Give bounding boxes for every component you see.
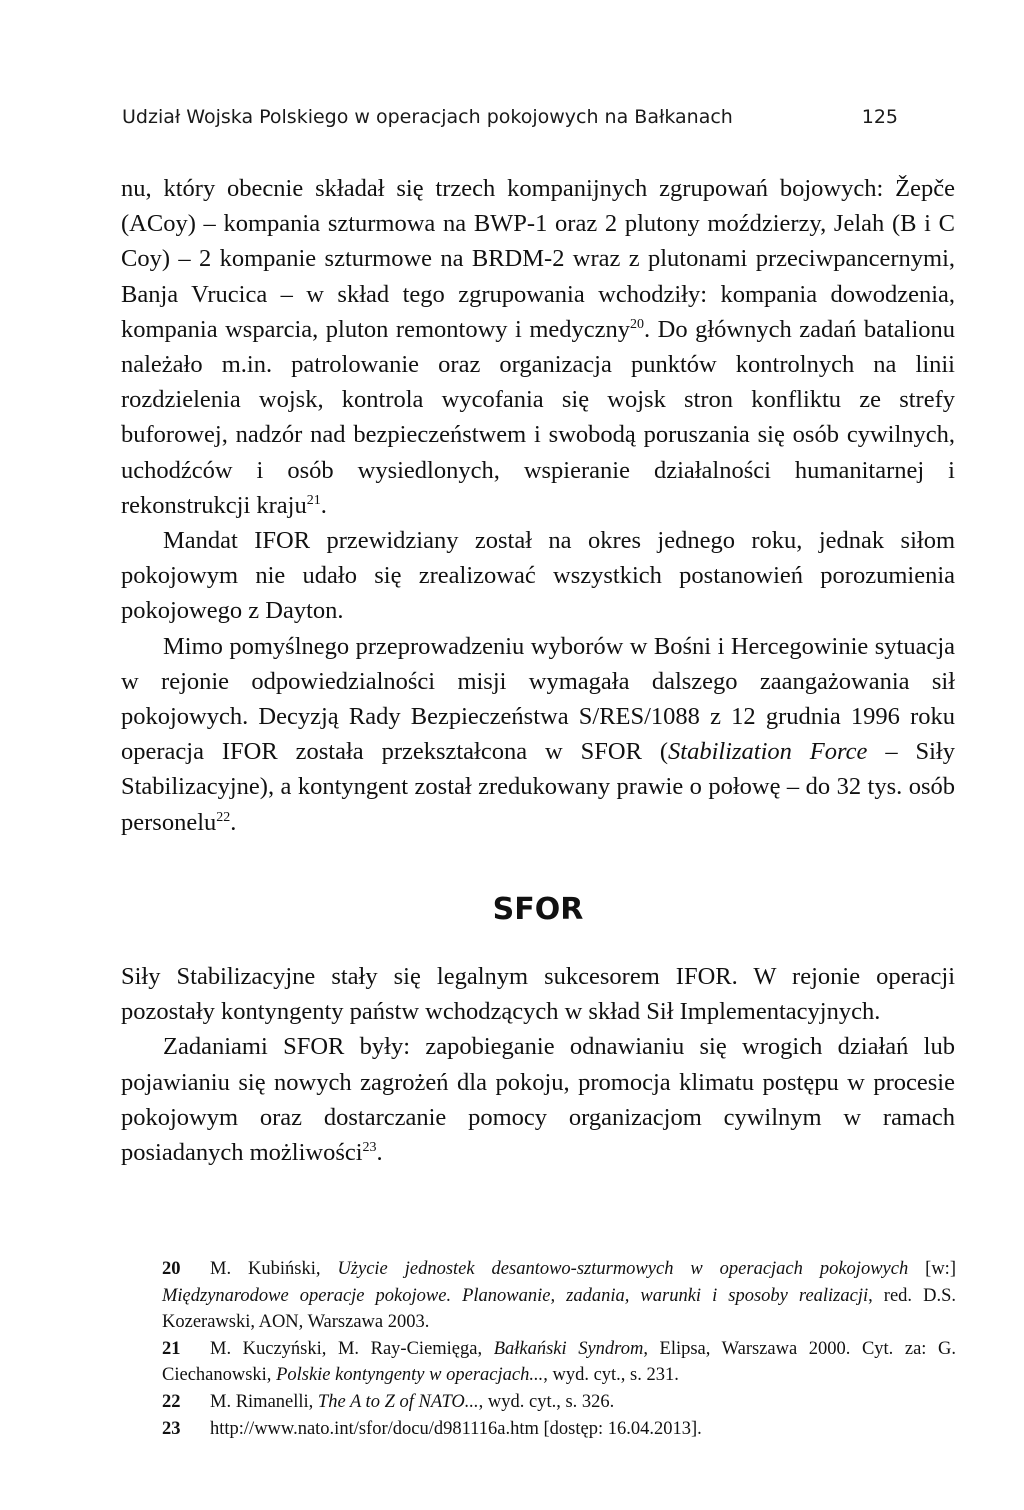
section-heading: SFOR: [492, 892, 584, 927]
footnote-author: M. Kuczyński, M. Ray-Ciemięga,: [210, 1338, 494, 1359]
footnote-author: M. Rimanelli,: [210, 1391, 318, 1412]
footnote-title: Bałkański Syndrom: [493, 1338, 644, 1359]
footnote-text: [w:]: [908, 1259, 956, 1279]
footnote-text: , wyd. cyt., s. 231.: [543, 1365, 679, 1386]
footnote: [162, 1336, 956, 1389]
paragraph-3: [121, 629, 955, 840]
body-text-block-1: [121, 171, 955, 840]
paragraph-1-text-c: .: [320, 491, 327, 519]
footnote-ref-23: 23: [362, 1140, 377, 1156]
body-text-block-2: [121, 959, 955, 1170]
footnote-ref-22: 22: [216, 809, 231, 825]
footnote-author: M. Kubiński,: [210, 1259, 338, 1279]
footnote-title: The A to Z of NATO...: [317, 1391, 479, 1412]
footnote-ref-21: 21: [306, 492, 321, 508]
paragraph-3-italic: Stabilization Force: [668, 738, 868, 766]
footnote-source: Międzynarodowe operacje pokojowe. Planowanie, zadania, warunki i sposoby realizacji: [162, 1285, 869, 1306]
paragraph-5-text: Zadaniami SFOR były: zapobieganie odnawianiu się wrogich działań lub pojawianiu się nowych zagrożeń dla pokoju, promocja klimatu postępu w procesie pokojowym oraz dostarczanie pomocy organizacjom cywilnym w ramach posiadanych możliwości: [121, 1033, 955, 1167]
footnote-text: , Elipsa, Warszawa 2000. Cyt. za: G. Ciechanowski,: [162, 1338, 957, 1386]
running-head-title: Udział Wojska Polskiego w operacjach pokojowych na Bałkanach: [122, 106, 733, 128]
footnote-text: , red. D.S. Kozerawski, AON, Warszawa 2003.: [162, 1285, 956, 1333]
footnote-number: 22: [162, 1391, 181, 1412]
footnotes: [162, 1256, 956, 1442]
paragraph-1-text-a: nu, który obecnie składał się trzech kompanijnych zgrupowań bojowych: Žepče (ACoy) – kompania szturmowa na BWP-1 oraz 2 plutony moździerzy, Jelah (B i C Coy) – 2 kompanie szturmowe na BRDM-2 wraz z plutonami przeciwpancernymi, Banja Vrucica – w skład tego zgrupowania wchodziły: kompania dowodzenia, kompania wsparcia, pluton remontowy i medyczny: [121, 175, 955, 343]
paragraph-2: Mandat IFOR przewidziany został na okres jednego roku, jednak siłom pokojowym nie udało się zrealizować wszystkich postanowień porozumienia pokojowego z Dayton.: [121, 527, 955, 625]
footnote-title: Polskie kontyngenty w operacjach...: [276, 1365, 544, 1386]
footnote-title: Użycie jednostek desantowo-szturmowych w operacjach pokojowych: [337, 1259, 909, 1279]
paragraph-5: [121, 1029, 955, 1170]
footnote-number: 20: [162, 1259, 181, 1279]
paragraph-1-text-b: . Do głównych zadań batalionu należało m.in. patrolowanie oraz organizacja punktów kontrolnych na linii rozdzielenia wojsk, kontrola wycofania się wojsk stron konfliktu ze strefy buforowej, nadzór nad bezpieczeństwem i swobodą poruszania się osób cywilnych, uchodźców i osób wysiedlonych, wspieranie działalności humanitarnej i rekonstrukcji kraju: [121, 315, 956, 519]
page-number: 125: [861, 106, 898, 128]
paragraph-4: Siły Stabilizacyjne stały się legalnym sukcesorem IFOR. W rejonie operacji pozostały kontyngenty państw wchodzących w skład Sił Implementacyjnych.: [121, 963, 955, 1026]
footnote: [162, 1389, 956, 1416]
footnote-text: , wyd. cyt., s. 326.: [478, 1391, 615, 1412]
footnote: [162, 1416, 956, 1443]
footnote-number: 23: [162, 1418, 181, 1439]
footnote-ref-20: 20: [630, 316, 645, 332]
paragraph-3-text-c: .: [230, 808, 237, 836]
footnote-number: 21: [162, 1338, 181, 1359]
paragraph-3-text-a: Mimo pomyślnego przeprowadzeniu wyborów w Bośni i Hercegowinie sytuacja w rejonie odpowiedzialności misji wymagała dalszego zaangażowania sił pokojowych. Decyzją Rady Bezpieczeństwa S/RES/1088 z 12 grudnia 1996 roku operacja IFOR została przekształcona w SFOR (: [121, 632, 955, 766]
paragraph-1: [121, 171, 955, 523]
paragraph-3-text-b: – Siły Stabilizacyjne), a kontyngent został zredukowany prawie o połowę – do 32 tys. osób personelu: [121, 738, 955, 836]
footnote-url-link[interactable]: http://www.nato.int/sfor/docu/d981116a.htm [dostęp: 16.04.2013].: [210, 1418, 702, 1439]
footnote: [162, 1256, 956, 1336]
paragraph-5-text-end: .: [376, 1139, 383, 1167]
